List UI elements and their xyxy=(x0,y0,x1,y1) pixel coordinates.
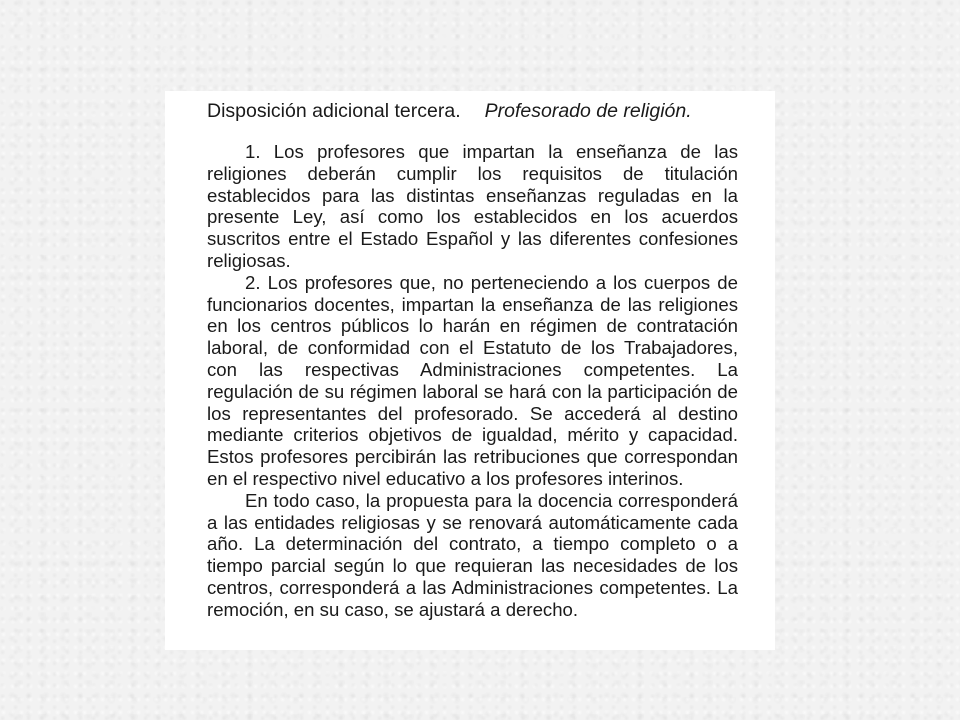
section-subtitle: Profesorado de religión. xyxy=(484,100,692,122)
document-page xyxy=(165,91,775,650)
section-title: Disposición adicional tercera. xyxy=(207,100,461,122)
document-body xyxy=(207,141,738,621)
section-heading xyxy=(207,99,767,123)
paragraph-1: 1. Los profesores que impartan la enseñanza de las religiones deberán cumplir los requisitos de titulación establecidos para las distintas enseñanzas reguladas en la presente Ley, así como los establecidos en los acuerdos suscritos entre el Estado Español y las diferentes confesiones religiosas. xyxy=(207,141,738,271)
paragraph-3: En todo caso, la propuesta para la docencia corresponderá a las entidades religiosas y se renovará automáticamente cada año. La determinación del contrato, a tiempo completo o a tiempo parcial según lo que requieran las necesidades de los centros, corresponderá a las Administraciones competentes. La remoción, en su caso, se ajustará a derecho. xyxy=(207,489,738,620)
paragraph-2: 2. Los profesores que, no perteneciendo a los cuerpos de funcionarios docentes, impartan la enseñanza de las religiones en los centros públicos lo harán en régimen de contratación laboral, de conformidad con el Estatuto de los Trabajadores, con las respectivas Administraciones competentes. La regulación de su régimen laboral se hará con la participación de los representantes del profesorado. Se accederá al destino mediante criterios objetivos de igualdad, mérito y capacidad. Estos profesores percibirán las retribuciones que correspondan en el respectivo nivel educativo a los profesores interinos. xyxy=(207,271,738,489)
